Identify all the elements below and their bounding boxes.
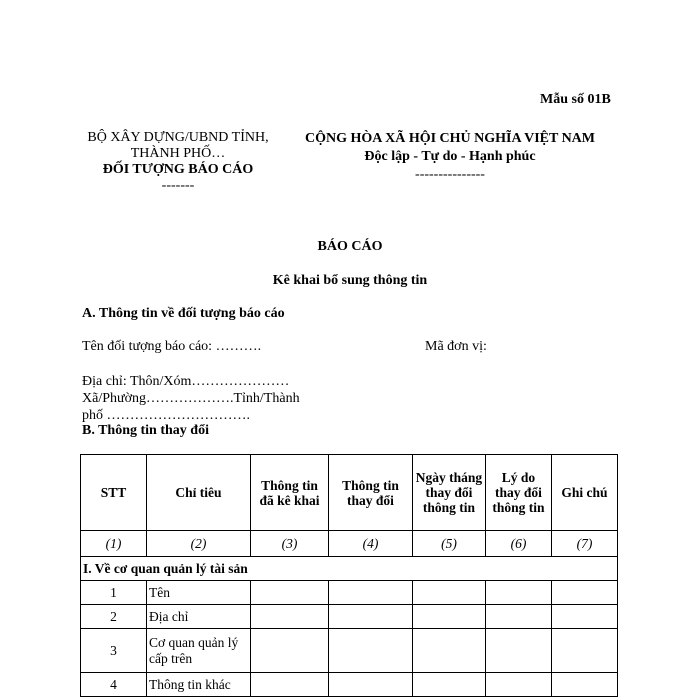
header-change-date: Ngày tháng thay đổi thông tin (413, 455, 486, 531)
row-cell[interactable] (552, 673, 618, 697)
row-cell[interactable] (413, 673, 486, 697)
row-item: Tên (147, 581, 251, 605)
row-cell[interactable] (329, 581, 413, 605)
section-row (81, 557, 618, 581)
entity-name-line: Tên đối tượng báo cáo: ………. (82, 339, 262, 354)
national-header (290, 130, 610, 184)
row-stt: 1 (81, 581, 147, 605)
section-a-heading: A. Thông tin về đối tượng báo cáo (82, 306, 285, 321)
row-cell[interactable] (486, 605, 552, 629)
index-cell: (6) (486, 531, 552, 557)
national-title: CỘNG HÒA XÃ HỘI CHỦ NGHĨA VIỆT NAM (304, 131, 595, 146)
row-cell[interactable] (251, 605, 329, 629)
row-cell[interactable] (552, 605, 618, 629)
left-divider: ------- (161, 178, 195, 193)
row-cell[interactable] (413, 629, 486, 673)
right-divider: --------------- (415, 167, 485, 182)
index-row (81, 531, 618, 557)
authority-line-2: THÀNH PHỐ… (130, 146, 226, 161)
row-cell[interactable] (251, 629, 329, 673)
index-cell: (7) (552, 531, 618, 557)
address-block (82, 373, 502, 424)
national-motto: Độc lập - Tự do - Hạnh phúc (364, 149, 536, 164)
row-cell[interactable] (552, 629, 618, 673)
row-cell[interactable] (329, 605, 413, 629)
table-row (81, 605, 618, 629)
row-cell[interactable] (413, 605, 486, 629)
row-cell[interactable] (486, 581, 552, 605)
table-row (81, 673, 618, 697)
row-cell[interactable] (329, 629, 413, 673)
row-cell[interactable] (552, 581, 618, 605)
index-cell: (1) (81, 531, 147, 557)
index-cell: (3) (251, 531, 329, 557)
header-item: Chỉ tiêu (147, 455, 251, 531)
row-cell[interactable] (413, 581, 486, 605)
header-change-reason: Lý do thay đổi thông tin (486, 455, 552, 531)
section-b-heading: B. Thông tin thay đổi (82, 423, 209, 438)
row-cell[interactable] (251, 581, 329, 605)
row-item: Thông tin khác (147, 673, 251, 697)
row-cell[interactable] (486, 673, 552, 697)
table-row (81, 629, 618, 673)
document-title: BÁO CÁO (317, 239, 383, 254)
form-code: Mẫu số 01B (540, 92, 611, 107)
table-header-row (81, 455, 618, 531)
row-stt: 2 (81, 605, 147, 629)
section-row-label: I. Về cơ quan quản lý tài sản (81, 557, 618, 581)
row-cell[interactable] (329, 673, 413, 697)
authority-line-1: BỘ XÂY DỰNG/UBND TỈNH, (87, 130, 269, 145)
row-item: Cơ quan quản lý cấp trên (147, 629, 251, 673)
change-table (80, 454, 618, 697)
row-stt: 4 (81, 673, 147, 697)
row-cell[interactable] (486, 629, 552, 673)
row-stt: 3 (81, 629, 147, 673)
header-note: Ghi chú (552, 455, 618, 531)
issuing-authority-header (78, 130, 278, 194)
header-changed-info: Thông tin thay đổi (329, 455, 413, 531)
index-cell: (2) (147, 531, 251, 557)
document-subtitle: Kê khai bổ sung thông tin (272, 273, 428, 288)
address-line-2: phố …………………………. (82, 408, 250, 423)
row-item: Địa chỉ (147, 605, 251, 629)
header-stt: STT (81, 455, 147, 531)
address-line-1: Địa chỉ: Thôn/Xóm…………………Xã/Phường……………….Tỉnh/Thành (82, 374, 300, 406)
index-cell: (5) (413, 531, 486, 557)
unit-code-label: Mã đơn vị: (425, 339, 487, 354)
row-cell[interactable] (251, 673, 329, 697)
reporting-entity-label: ĐỐI TƯỢNG BÁO CÁO (102, 162, 254, 177)
index-cell: (4) (329, 531, 413, 557)
table-row (81, 581, 618, 605)
header-declared-info: Thông tin đã kê khai (251, 455, 329, 531)
